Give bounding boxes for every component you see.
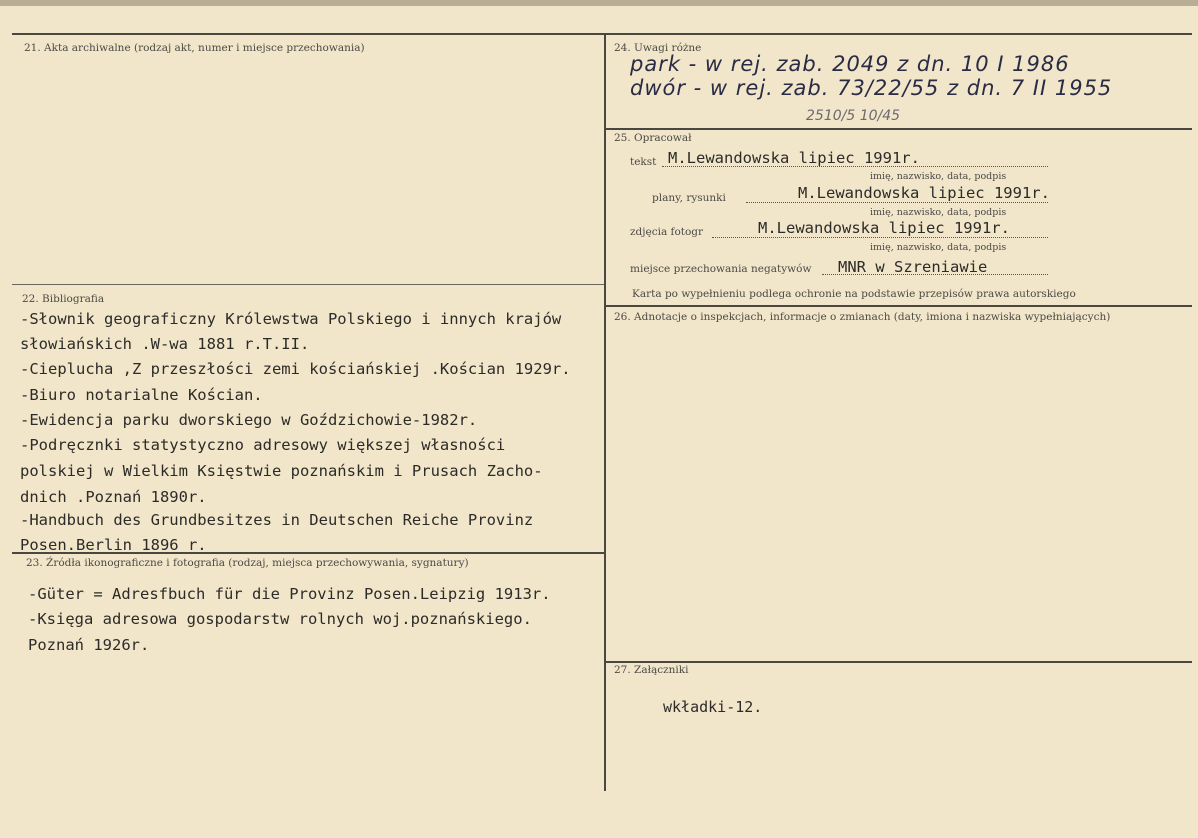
rule-21-22 <box>12 284 604 285</box>
bibliography-line: dnich .Poznań 1890r. <box>20 488 207 506</box>
plany-caption: imię, nazwisko, data, podpis <box>870 207 1007 218</box>
plany-label: plany, rysunki <box>652 192 726 204</box>
plany-dotted-line <box>746 202 1048 203</box>
handwritten-note: dwór - w rej. zab. 73/22/55 z dn. 7 II 1955 <box>630 76 1113 100</box>
zdjecia-value: M.Lewandowska lipiec 1991r. <box>758 219 1010 237</box>
handwritten-note: park - w rej. zab. 2049 z dn. 10 I 1986 <box>630 52 1070 76</box>
bibliography-line: słowiańskich .W-wa 1881 r.T.II. <box>20 335 310 353</box>
section-25-label: 25. Opracował <box>614 132 692 144</box>
bibliography-line: -Słownik geograficzny Królewstwa Polskiego i innych krajów <box>20 310 562 328</box>
bibliography-line: Posen.Berlin 1896 r. <box>20 536 207 554</box>
section-21-label: 21. Akta archiwalne (rodzaj akt, numer i miejsce przechowania) <box>24 42 365 54</box>
rule-26-27 <box>606 661 1192 663</box>
zdjecia-caption: imię, nazwisko, data, podpis <box>870 242 1007 253</box>
iconography-line: Poznań 1926r. <box>28 636 150 654</box>
rule-25-26 <box>606 305 1192 307</box>
plany-value: M.Lewandowska lipiec 1991r. <box>798 184 1050 202</box>
iconography-line: -Księga adresowa gospodarstw rolnych woj.poznańskiego. <box>28 610 532 628</box>
tekst-label: tekst <box>630 156 657 168</box>
pencil-note: 2510/5 10/45 <box>806 108 901 124</box>
section-24-label: 24. Uwagi różne <box>614 42 702 54</box>
bibliography-line: -Podręcznki statystyczno adresowy większej własności <box>20 436 506 454</box>
bibliography-line: -Cieplucha ,Z przeszłości zemi kościańskiej .Kościan 1929r. <box>20 360 571 378</box>
attachments-value: wkładki-12. <box>663 698 763 716</box>
center-divider <box>604 33 606 791</box>
section-22-label: 22. Bibliografia <box>22 293 105 305</box>
miejsce-value: MNR w Szreniawie <box>838 258 988 276</box>
iconography-line: -Güter = Adresfbuch für die Provinz Posen.Leipzig 1913r. <box>28 585 551 603</box>
top-rule <box>12 33 1192 35</box>
bibliography-line: -Handbuch des Grundbesitzes in Deutschen Reiche Provinz <box>20 511 534 529</box>
bibliography-line: -Biuro notarialne Kościan. <box>20 386 263 404</box>
bibliography-line: -Ewidencja parku dworskiego w Goździchowie-1982r. <box>20 411 478 429</box>
copyright-note: Karta po wypełnieniu podlega ochronie na podstawie przepisów prawa autorskiego <box>632 288 1076 300</box>
tekst-value: M.Lewandowska lipiec 1991r. <box>668 149 920 167</box>
rule-24-25 <box>606 128 1192 130</box>
zdjecia-label: zdjęcia fotogr <box>630 226 704 238</box>
bibliography-line: polskiej w Wielkim Księstwie poznańskim i Prusach Zacho- <box>20 462 543 480</box>
section-23-label: 23. Źródła ikonograficzne i fotografia (rodzaj, miejsca przechowywania, sygnatury) <box>26 557 469 569</box>
section-26-label: 26. Adnotacje o inspekcjach, informacje o zmianach (daty, imiona i nazwiska wypełniających) <box>614 311 1111 323</box>
zdjecia-dotted-line <box>712 237 1048 238</box>
miejsce-label: miejsce przechowania negatywów <box>630 263 812 275</box>
tekst-caption: imię, nazwisko, data, podpis <box>870 171 1007 182</box>
section-27-label: 27. Załączniki <box>614 664 689 676</box>
